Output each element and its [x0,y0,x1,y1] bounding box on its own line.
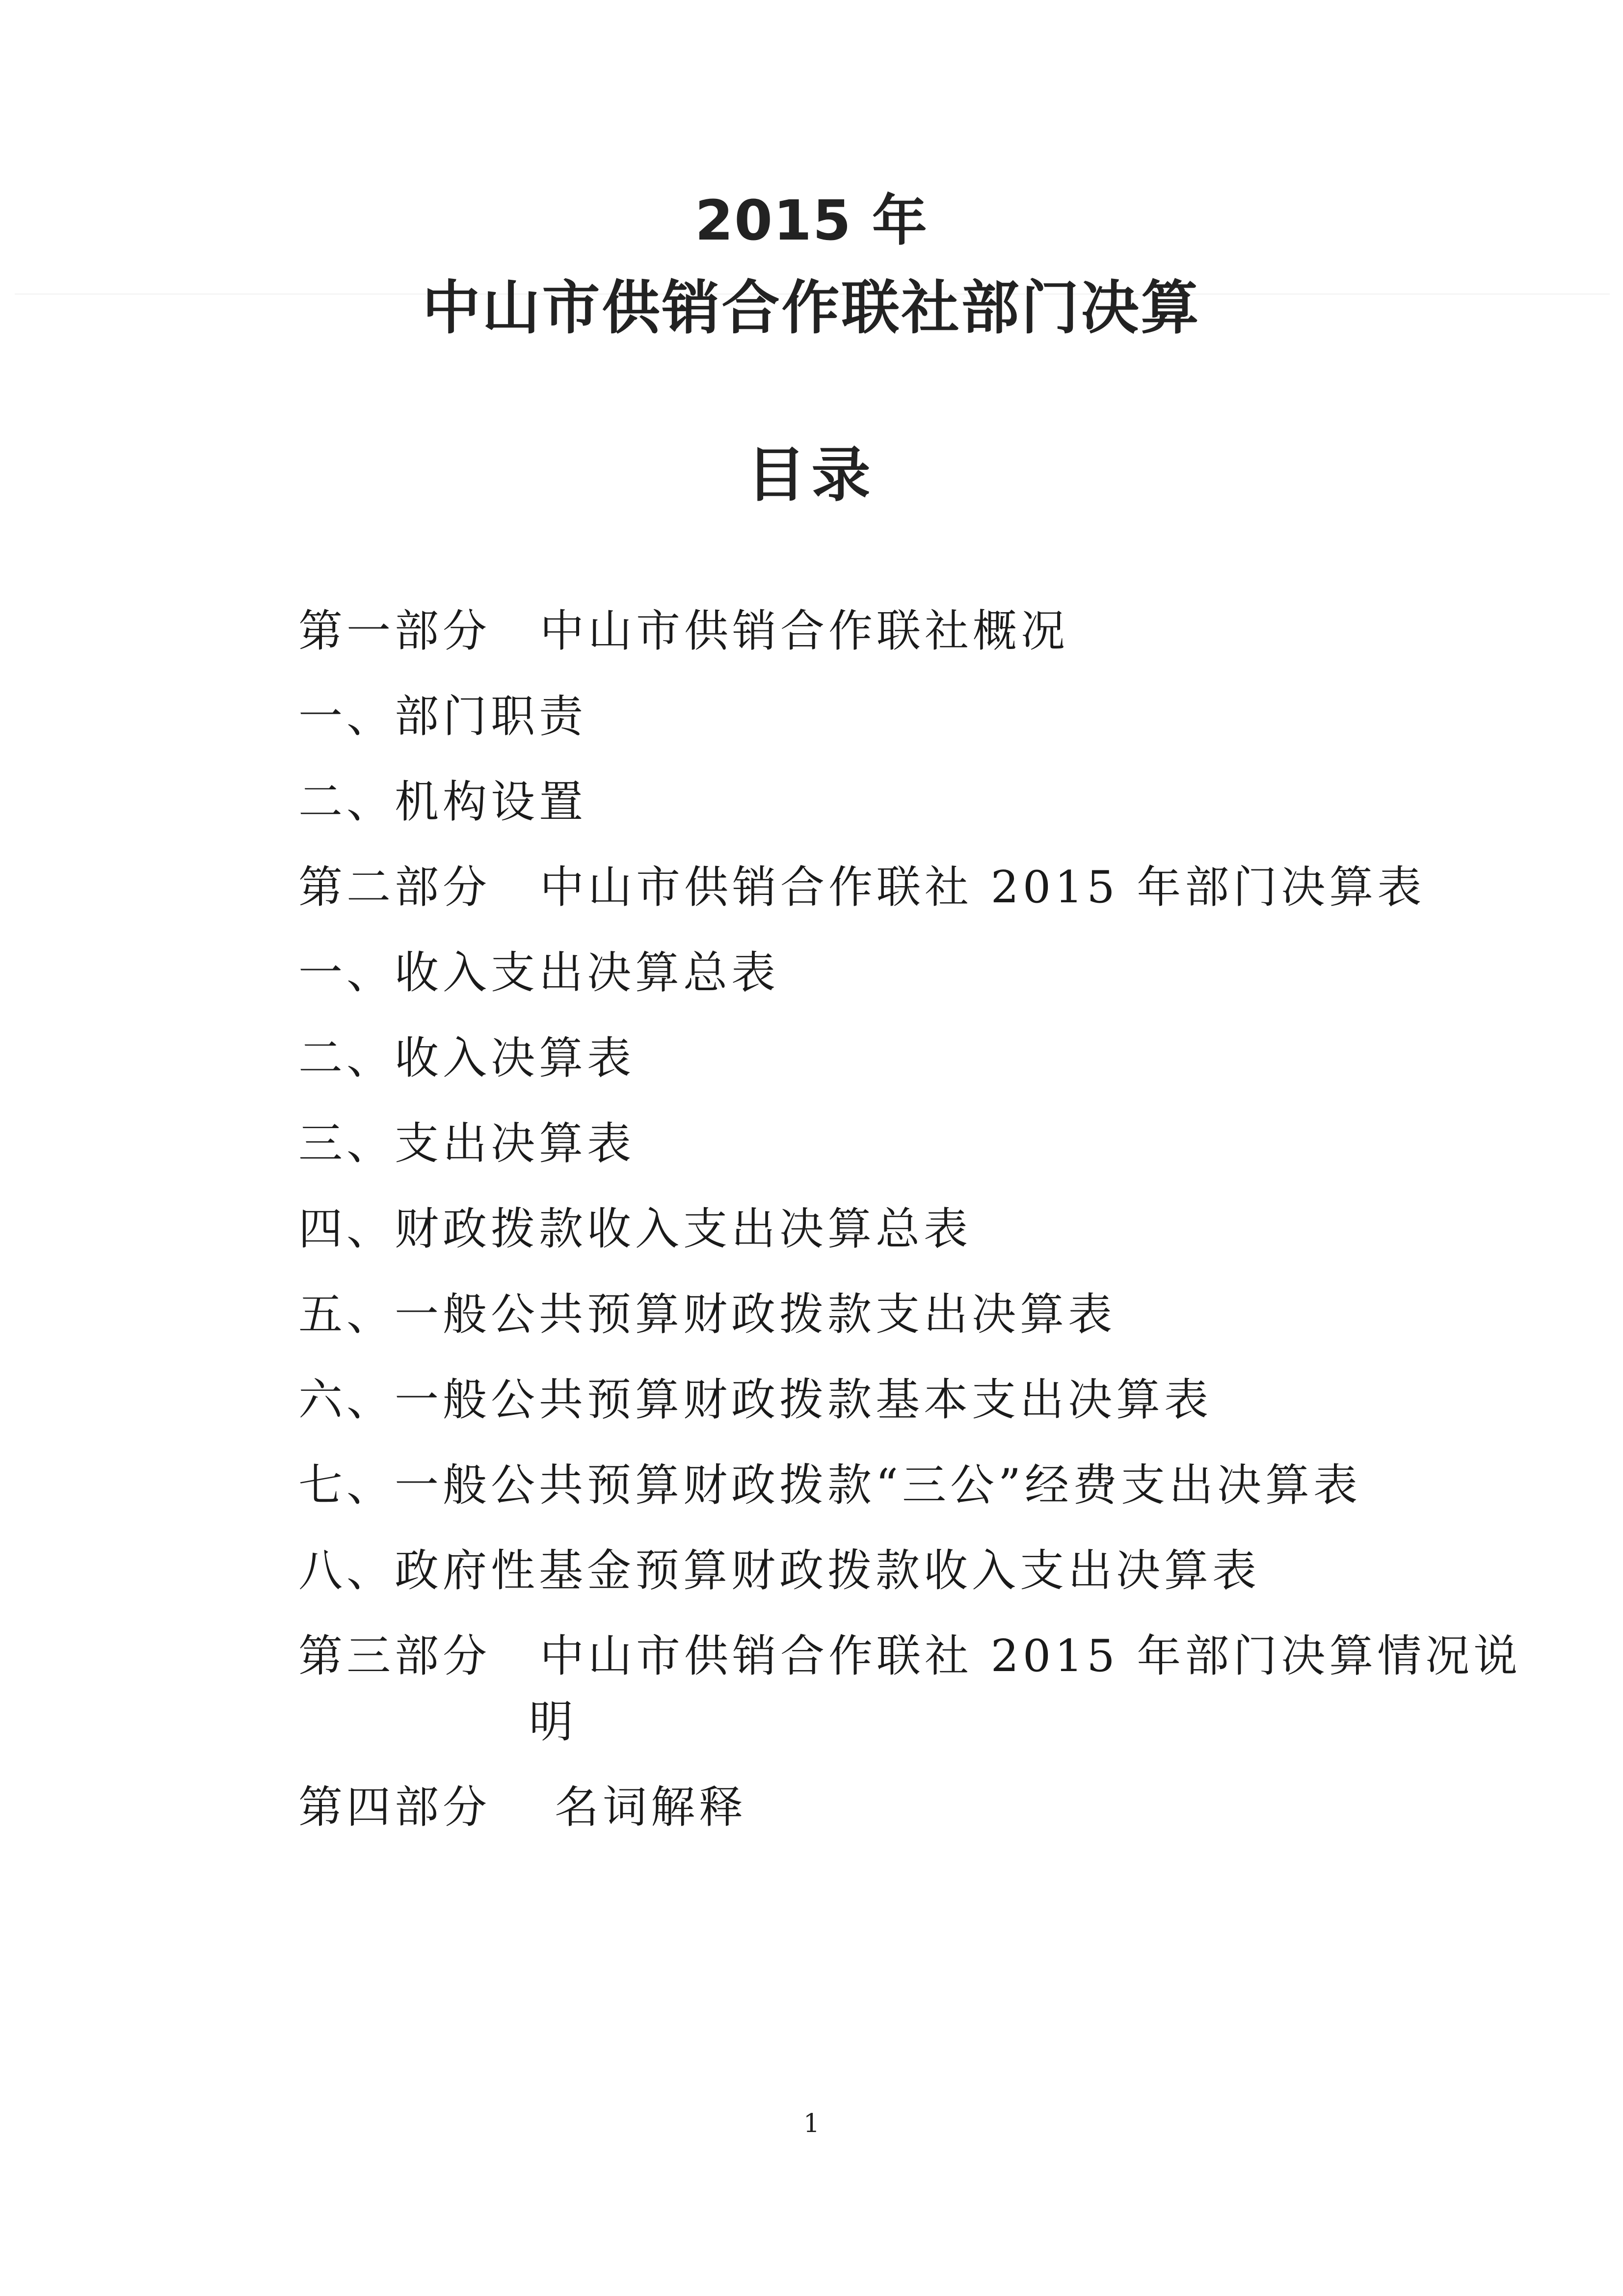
toc-item [298,778,587,827]
toc-item-continuation: 明 [529,1696,577,1748]
toc-item-text: 部门职责 [395,691,587,742]
toc-item-text: 机构设置 [395,776,587,828]
toc-item [298,1205,972,1254]
toc-item-text: 政府性基金预算财政拨款收入支出决算表 [395,1545,1260,1596]
toc-item-text: 收入支出决算总表 [395,947,779,999]
toc-item-prefix: 第四部分 [298,1782,491,1833]
toc-item-text: 中山市供销合作联社 2015 年部门决算情况说 [540,1630,1522,1682]
toc-item-prefix: 三、 [298,1118,395,1169]
toc-item [298,607,1069,656]
toc-item-prefix: 第二部分 [298,862,491,913]
toc-heading: 目录 [746,441,877,510]
toc-item-text: 中山市供销合作联社概况 [540,605,1069,657]
toc-item-text: 一般公共预算财政拨款“三公”经费支出决算表 [395,1459,1362,1511]
toc-item-text: 财政拨款收入支出决算总表 [395,1203,972,1255]
toc-item-prefix: 四、 [298,1203,395,1255]
toc-item-text: 支出决算表 [395,1118,635,1169]
toc-item-prefix: 一、 [298,947,395,999]
document-title: 中山市供销合作联社部门决算 [422,274,1201,342]
toc-item-prefix: 二、 [298,1032,395,1084]
toc-item-text: 一般公共预算财政拨款基本支出决算表 [395,1374,1212,1426]
toc-item-text: 名词解释 [555,1782,747,1833]
toc-item-prefix: 第一部分 [298,605,491,657]
toc-item [298,863,1425,912]
toc-item [298,1461,1361,1510]
toc-item [298,1632,1521,1681]
toc-item [298,948,779,998]
toc-item-text: 收入决算表 [395,1032,635,1084]
toc-item [298,1034,635,1083]
document-year: 2015 年 [695,189,928,253]
toc-item-prefix: 二、 [298,776,395,828]
toc-item-prefix: 第三部分 [298,1630,491,1682]
toc-item-prefix: 六、 [298,1374,395,1426]
toc-item-text: 一般公共预算财政拨款支出决算表 [395,1289,1116,1340]
toc-item [298,692,587,741]
toc-item [298,1290,1116,1339]
toc-item-prefix: 八、 [298,1545,395,1596]
toc-item [298,1546,1260,1595]
toc-item [298,1376,1212,1425]
toc-item-prefix: 五、 [298,1289,395,1340]
toc-item-prefix: 一、 [298,691,395,742]
page-number: 1 [803,2109,820,2138]
toc-item-prefix: 七、 [298,1459,395,1511]
toc-item [298,1783,747,1832]
toc-item [298,1119,635,1168]
toc-item-text: 中山市供销合作联社 2015 年部门决算表 [540,862,1426,913]
